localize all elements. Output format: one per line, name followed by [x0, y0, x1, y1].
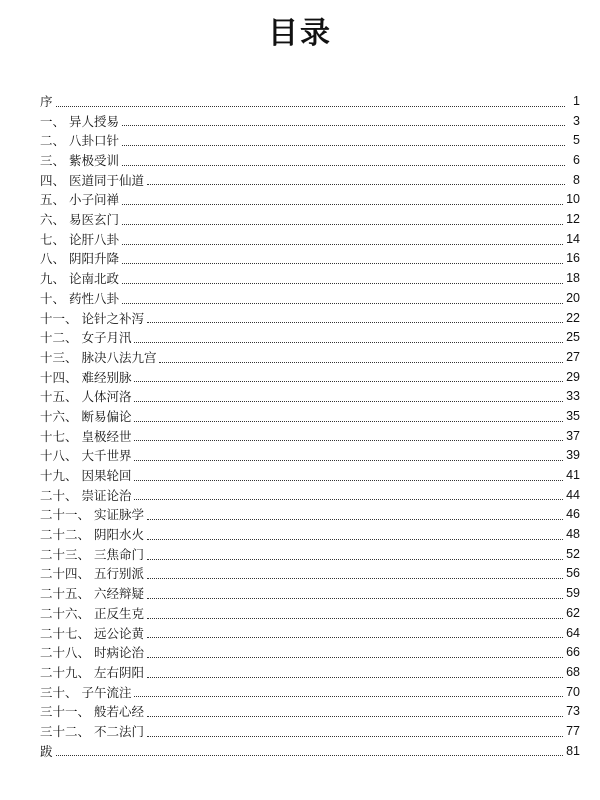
toc-entry-page-number: 5	[573, 133, 580, 148]
toc-entry-label: 二十、 崇证论治	[40, 487, 132, 503]
toc-entry-label: 十一、 论针之补泻	[40, 310, 144, 326]
toc-entry-page-number: 18	[566, 271, 580, 286]
toc-entry[interactable]	[40, 407, 580, 427]
toc-entry-page-number: 68	[566, 664, 580, 679]
toc-entry-page-number: 12	[566, 212, 580, 227]
dot-leader	[147, 657, 563, 658]
toc-entry-label: 十七、 皇极经世	[40, 428, 132, 444]
toc-entry-label: 十、 药性八卦	[40, 290, 119, 306]
toc-entry-page-number: 33	[566, 389, 580, 404]
dot-leader	[147, 618, 563, 619]
toc-entry-page-number: 70	[566, 684, 580, 699]
toc-entry-label: 九、 论南北政	[40, 271, 119, 287]
toc-entry-page-number: 22	[566, 310, 580, 325]
toc-entry-page-number: 48	[566, 527, 580, 542]
toc-entry[interactable]	[40, 210, 580, 230]
toc-entry-page-number: 3	[573, 113, 580, 128]
toc-entry-label: 二十六、 正反生克	[40, 605, 144, 621]
toc-entry[interactable]	[40, 683, 580, 703]
toc-entry-page-number: 39	[566, 448, 580, 463]
toc-entry-label: 二十一、 实证脉学	[40, 507, 144, 523]
toc-entry-label: 二十八、 时病论治	[40, 645, 144, 661]
toc-entry-label: 三十、 子午流注	[40, 684, 132, 700]
toc-entry-page-number: 16	[566, 251, 580, 266]
toc-entry-page-number: 8	[573, 172, 580, 187]
dot-leader	[147, 716, 563, 717]
dot-leader	[147, 736, 563, 737]
dot-leader	[134, 421, 563, 422]
toc-entry[interactable]	[40, 309, 580, 329]
toc-entry-page-number: 35	[566, 408, 580, 423]
toc-entry[interactable]	[40, 131, 580, 151]
toc-entry-label: 三十一、 般若心经	[40, 704, 144, 720]
toc-entry-page-number: 41	[566, 468, 580, 483]
dot-leader	[122, 303, 563, 304]
toc-entry-page-number: 25	[566, 330, 580, 345]
toc-entry-label: 二十二、 阴阳水火	[40, 527, 144, 543]
toc-entry[interactable]	[40, 151, 580, 171]
toc-entry-label: 四、 医道同于仙道	[40, 172, 144, 188]
toc-entry-page-number: 77	[566, 723, 580, 738]
dot-leader	[147, 519, 563, 520]
dot-leader	[147, 677, 563, 678]
toc-entry-page-number: 14	[566, 231, 580, 246]
toc-entry[interactable]	[40, 250, 580, 270]
toc-entry-label: 二、 八卦口针	[40, 133, 119, 149]
dot-leader	[134, 381, 563, 382]
toc-entry[interactable]	[40, 92, 580, 112]
toc-entry-label: 二十七、 远公论黄	[40, 625, 144, 641]
dot-leader	[134, 480, 563, 481]
toc-entry[interactable]	[40, 269, 580, 289]
dot-leader	[122, 145, 565, 146]
toc-entry-page-number: 66	[566, 645, 580, 660]
toc-entry-label: 二十四、 五行别派	[40, 566, 144, 582]
toc-entry[interactable]	[40, 387, 580, 407]
dot-leader	[159, 362, 563, 363]
toc-entry-label: 二十九、 左右阴阳	[40, 664, 144, 680]
toc-entry[interactable]	[40, 190, 580, 210]
toc-entry-page-number: 10	[566, 192, 580, 207]
toc-entry-label: 十二、 女子月汛	[40, 330, 132, 346]
dot-leader	[122, 125, 565, 126]
toc-entry-page-number: 59	[566, 586, 580, 601]
toc-entry[interactable]	[40, 722, 580, 742]
toc-entry[interactable]	[40, 466, 580, 486]
dot-leader	[56, 755, 564, 756]
toc-entry[interactable]	[40, 702, 580, 722]
toc-entry-page-number: 46	[566, 507, 580, 522]
toc-entry[interactable]	[40, 565, 580, 585]
dot-leader	[122, 224, 563, 225]
toc-entry[interactable]	[40, 505, 580, 525]
toc-entry-label: 六、 易医玄门	[40, 212, 119, 228]
toc-entry-label: 跋	[40, 743, 53, 759]
dot-leader	[134, 499, 563, 500]
toc-entry[interactable]	[40, 742, 580, 762]
dot-leader	[147, 578, 563, 579]
dot-leader	[122, 244, 563, 245]
toc-entry[interactable]	[40, 171, 580, 191]
toc-entry[interactable]	[40, 486, 580, 506]
dot-leader	[134, 696, 563, 697]
toc-entry-label: 一、 异人授易	[40, 113, 119, 129]
toc-entry-label: 十三、 脉决八法九宫	[40, 349, 157, 365]
toc-entry-page-number: 29	[566, 369, 580, 384]
toc-entry-label: 八、 阴阳升降	[40, 251, 119, 267]
table-of-contents	[40, 92, 580, 761]
dot-leader	[147, 637, 563, 638]
toc-entry[interactable]	[40, 427, 580, 447]
toc-entry-label: 三、 紫极受训	[40, 153, 119, 169]
toc-entry[interactable]	[40, 604, 580, 624]
dot-leader	[134, 401, 563, 402]
toc-entry[interactable]	[40, 328, 580, 348]
toc-entry[interactable]	[40, 584, 580, 604]
dot-leader	[56, 106, 565, 107]
toc-entry-label: 序	[40, 93, 53, 109]
toc-entry-label: 十五、 人体河洛	[40, 389, 132, 405]
dot-leader	[147, 539, 563, 540]
dot-leader	[147, 559, 563, 560]
dot-leader	[122, 283, 563, 284]
toc-entry[interactable]	[40, 624, 580, 644]
dot-leader	[122, 204, 563, 205]
toc-entry-page-number: 20	[566, 290, 580, 305]
toc-entry-label: 十四、 难经别脉	[40, 369, 132, 385]
toc-entry-label: 五、 小子问禅	[40, 192, 119, 208]
toc-entry-page-number: 44	[566, 487, 580, 502]
toc-entry-page-number: 73	[566, 704, 580, 719]
toc-entry-page-number: 64	[566, 625, 580, 640]
toc-entry[interactable]	[40, 525, 580, 545]
toc-entry-label: 二十三、 三焦命门	[40, 546, 144, 562]
toc-entry[interactable]	[40, 446, 580, 466]
toc-entry-page-number: 62	[566, 605, 580, 620]
toc-entry-label: 三十二、 不二法门	[40, 723, 144, 739]
dot-leader	[147, 598, 563, 599]
toc-entry[interactable]	[40, 545, 580, 565]
toc-entry-page-number: 27	[566, 349, 580, 364]
toc-entry-label: 十九、 因果轮回	[40, 468, 132, 484]
toc-entry-label: 七、 论肝八卦	[40, 231, 119, 247]
toc-entry-label: 二十五、 六经辩疑	[40, 586, 144, 602]
toc-entry-page-number: 37	[566, 428, 580, 443]
toc-entry-page-number: 52	[566, 546, 580, 561]
toc-entry-label: 十六、 断易偏论	[40, 408, 132, 424]
toc-entry-page-number: 56	[566, 566, 580, 581]
page-title: 目录	[268, 16, 332, 51]
toc-entry-page-number: 6	[573, 153, 580, 168]
dot-leader	[147, 322, 563, 323]
toc-entry[interactable]	[40, 643, 580, 663]
toc-entry[interactable]	[40, 289, 580, 309]
dot-leader	[134, 460, 563, 461]
toc-entry[interactable]	[40, 663, 580, 683]
dot-leader	[134, 342, 563, 343]
dot-leader	[134, 440, 563, 441]
toc-entry-page-number: 81	[566, 743, 580, 758]
toc-entry[interactable]	[40, 230, 580, 250]
toc-entry[interactable]	[40, 348, 580, 368]
toc-entry-page-number: 1	[573, 93, 580, 108]
dot-leader	[147, 184, 565, 185]
dot-leader	[122, 165, 565, 166]
dot-leader	[122, 263, 563, 264]
toc-entry[interactable]	[40, 112, 580, 132]
toc-entry[interactable]	[40, 368, 580, 388]
toc-entry-label: 十八、 大千世界	[40, 448, 132, 464]
